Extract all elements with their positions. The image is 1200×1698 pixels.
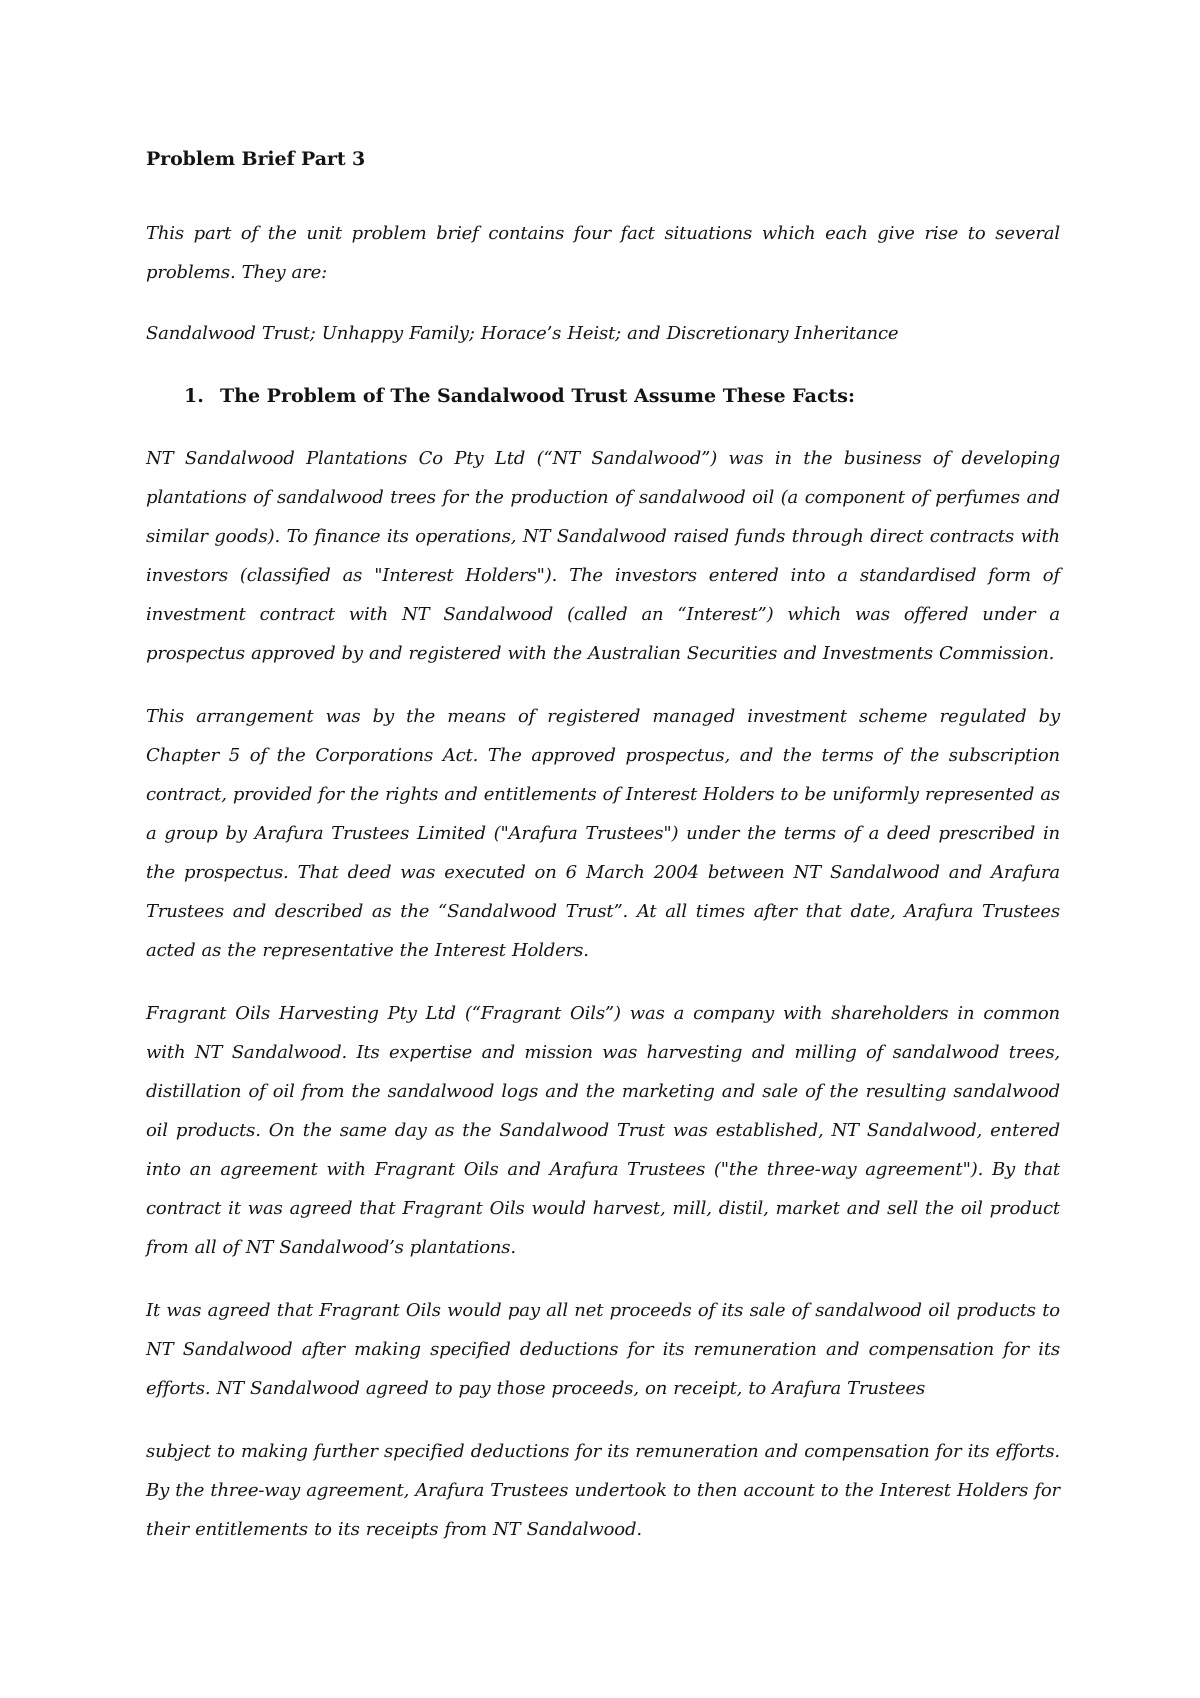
intro-paragraph: This part of the unit problem brief contains four fact situations which each give rise to several problems. They are: xyxy=(146,223,1060,283)
section-heading-text: The Problem of The Sandalwood Trust Assume These Facts: xyxy=(220,385,855,407)
paragraph-three-way-agreement: subject to making further specified deductions for its remuneration and compensation for its efforts. By the three-way agreement, Arafura Trustees undertook to then account to the Interest Holders for their entitlements to its receipts from NT Sandalwood. xyxy=(146,1441,1060,1540)
fact-situations-list: Sandalwood Trust; Unhappy Family; Horace’s Heist; and Discretionary Inheritance xyxy=(146,323,899,344)
document-page xyxy=(146,140,1060,1573)
section-number: 1. xyxy=(184,385,204,407)
page-title: Problem Brief Part 3 xyxy=(146,148,366,170)
paragraph-nt-sandalwood: NT Sandalwood Plantations Co Pty Ltd (“NT Sandalwood”) was in the business of developing plantations of sandalwood trees for the production of sandalwood oil (a component of perfumes and similar goods). To finance its operations, NT Sandalwood raised funds through direct contracts with investors (classified as "Interest Holders"). The investors entered into a standardised form of investment contract with NT Sandalwood (called an “Interest”) which was offered under a prospectus approved by and registered with the Australian Securities and Investments Commission. xyxy=(146,448,1060,664)
paragraph-arrangement: This arrangement was by the means of registered managed investment scheme regulated by Chapter 5 of the Corporations Act. The approved prospectus, and the terms of the subscription contract, provided for the rights and entitlements of Interest Holders to be uniformly represented as a group by Arafura Trustees Limited ("Arafura Trustees") under the terms of a deed prescribed in the prospectus. That deed was executed on 6 March 2004 between NT Sandalwood and Arafura Trustees and described as the “Sandalwood Trust”. At all times after that date, Arafura Trustees acted as the representative the Interest Holders. xyxy=(146,706,1060,961)
paragraph-net-proceeds: It was agreed that Fragrant Oils would pay all net proceeds of its sale of sandalwood oil products to NT Sandalwood after making specified deductions for its remuneration and compensation for its efforts. NT Sandalwood agreed to pay those proceeds, on receipt, to Arafura Trustees xyxy=(146,1300,1060,1399)
section-heading xyxy=(146,377,1060,415)
paragraph-fragrant-oils: Fragrant Oils Harvesting Pty Ltd (“Fragrant Oils”) was a company with shareholders in common with NT Sandalwood. Its expertise and mission was harvesting and milling of sandalwood trees, distillation of oil from the sandalwood logs and the marketing and sale of the resulting sandalwood oil products. On the same day as the Sandalwood Trust was established, NT Sandalwood, entered into an agreement with Fragrant Oils and Arafura Trustees ("the three-way agreement"). By that contract it was agreed that Fragrant Oils would harvest, mill, distil, market and sell the oil product from all of NT Sandalwood’s plantations. xyxy=(146,1003,1060,1258)
